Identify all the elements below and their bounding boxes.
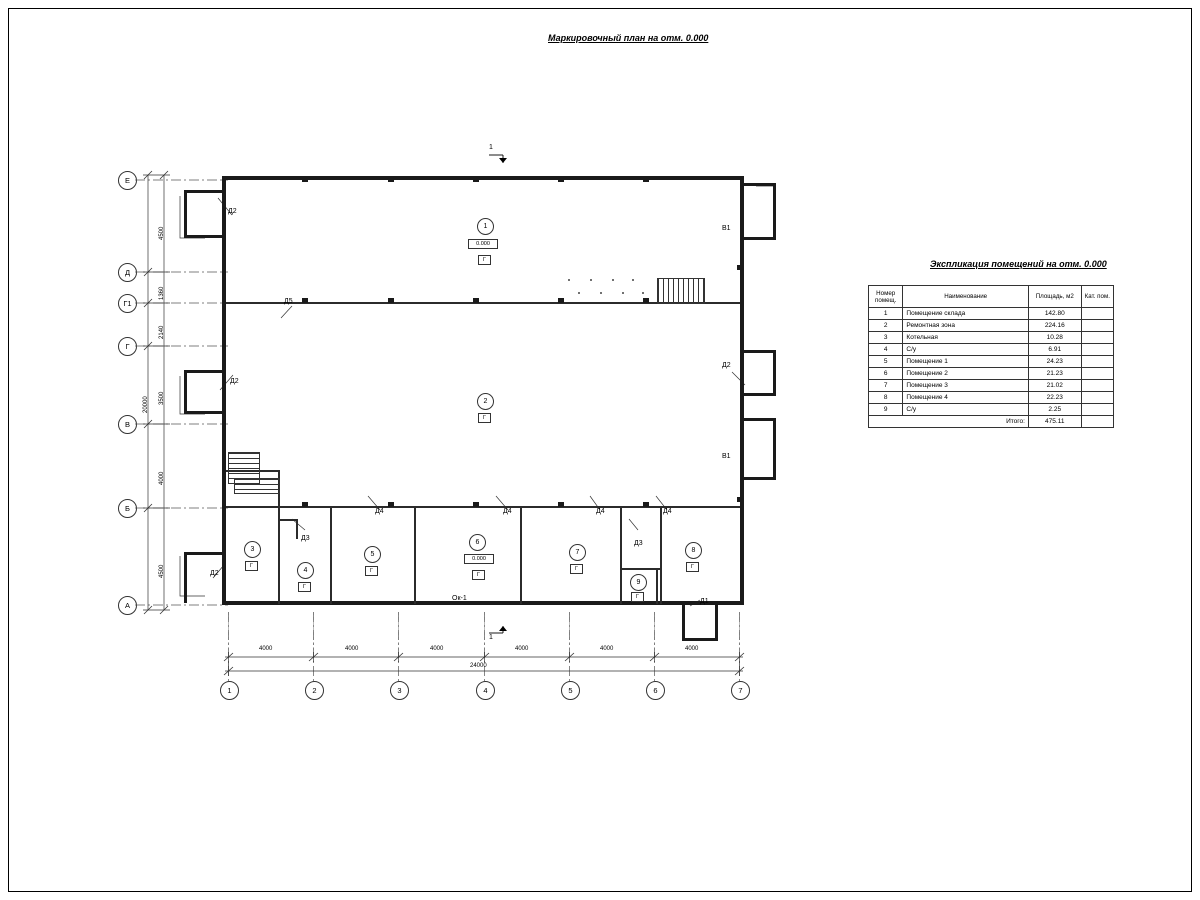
equipment-dot-1 <box>568 279 570 281</box>
dim-v-2: 1360 <box>159 286 165 300</box>
column-top-5 <box>643 177 649 182</box>
table-row[interactable] <box>869 308 1114 320</box>
column-top-1 <box>302 177 308 182</box>
wall-niche-top-left <box>184 190 224 193</box>
wall-niche-right-bottom-b <box>742 477 776 480</box>
dim-h-1: 4000 <box>259 646 273 652</box>
door-label-d3-right: Д3 <box>634 540 643 547</box>
exterior-wall-right <box>740 176 744 605</box>
wall-niche-right-top-v <box>773 183 776 240</box>
equipment-dot-6 <box>600 292 602 294</box>
partition-wc9-right <box>656 568 658 604</box>
column-top-4 <box>558 177 564 182</box>
exterior-wall-left <box>222 176 226 605</box>
explication-table <box>868 285 1114 428</box>
equipment-dot-5 <box>578 292 580 294</box>
wall-niche-top-left-v <box>184 190 187 238</box>
door-label-d2-right: Д2 <box>722 362 731 369</box>
room-marker-6[interactable]: 6 <box>469 534 486 551</box>
room-marker-5[interactable]: 5 <box>364 546 381 563</box>
porch-bottom-right-b <box>682 638 718 641</box>
gate-label-v1-bottom: В1 <box>722 453 731 460</box>
floor-tag-upper: Г <box>478 255 491 265</box>
cell-category <box>1081 392 1113 404</box>
gate-label-v1-top: В1 <box>722 225 731 232</box>
cell-number: 4 <box>869 344 903 356</box>
column-mid-4 <box>558 298 564 303</box>
door-label-d2-top-left: Д2 <box>228 208 237 215</box>
dim-h-6: 4000 <box>685 646 699 652</box>
column-top-3 <box>473 177 479 182</box>
cell-category <box>1081 380 1113 392</box>
cell-category <box>1081 404 1113 416</box>
table-row[interactable] <box>869 404 1114 416</box>
dim-h-3: 4000 <box>430 646 444 652</box>
column-top-2 <box>388 177 394 182</box>
cell-name: С/у <box>903 404 1029 416</box>
wall-niche-mid-left-b <box>184 411 226 414</box>
door-label-d2-mid-left: Д2 <box>230 378 239 385</box>
partition-d3-stub <box>296 519 298 539</box>
cell-name: С/у <box>903 344 1029 356</box>
floor-tag-room8: Г <box>686 562 699 572</box>
cell-area: 6.91 <box>1028 344 1081 356</box>
table-row[interactable] <box>869 368 1114 380</box>
wall-niche-right-top-b <box>742 237 776 240</box>
column-right-mid <box>737 265 743 270</box>
total-category <box>1081 416 1113 428</box>
cell-category <box>1081 308 1113 320</box>
room-marker-8[interactable]: 8 <box>685 542 702 559</box>
equipment-dot-7 <box>622 292 624 294</box>
column-bottom-3 <box>473 502 479 507</box>
axis-bubble-g[interactable]: Г <box>118 337 137 356</box>
partition-room8-left <box>660 506 662 604</box>
partition-room6-right <box>520 506 522 604</box>
col-header-category-text: Кат. пом. <box>1084 293 1110 300</box>
cell-number: 6 <box>869 368 903 380</box>
door-label-d4-4: Д4 <box>663 508 672 515</box>
room-marker-4[interactable]: 4 <box>297 562 314 579</box>
cell-number: 7 <box>869 380 903 392</box>
level-tag-lower: 0.000 <box>464 554 494 564</box>
col-header-number <box>869 286 903 308</box>
wall-niche-mid-left <box>184 370 226 373</box>
cell-area: 22.23 <box>1028 392 1081 404</box>
stair-warehouse <box>657 278 705 304</box>
cell-number: 1 <box>869 308 903 320</box>
col-header-number-text: Номер помещ. <box>875 289 897 304</box>
cell-area: 21.23 <box>1028 368 1081 380</box>
column-mid-3 <box>473 298 479 303</box>
axis-bubble-d[interactable]: Д <box>118 263 137 282</box>
col-header-name-text: Наименование <box>944 293 988 300</box>
door-label-d4-1: Д4 <box>375 508 384 515</box>
axis-bubble-2[interactable]: 2 <box>305 681 324 700</box>
equipment-dot-8 <box>642 292 644 294</box>
cell-number: 9 <box>869 404 903 416</box>
door-label-d3-left: Д3 <box>301 535 310 542</box>
table-row[interactable] <box>869 344 1114 356</box>
cell-area: 24.23 <box>1028 356 1081 368</box>
cell-area: 224.16 <box>1028 320 1081 332</box>
wall-niche-right-top <box>742 183 776 186</box>
cell-name: Помещение 2 <box>903 368 1029 380</box>
cell-area: 2.25 <box>1028 404 1081 416</box>
total-label: Итого: <box>869 416 1029 428</box>
axis-bubble-b[interactable]: Б <box>118 499 137 518</box>
wall-niche-bottom-left <box>184 552 226 555</box>
dim-h-overall: 24000 <box>470 663 487 669</box>
cell-area: 10.28 <box>1028 332 1081 344</box>
partition-wc9-top <box>622 568 660 570</box>
cell-name: Помещение 4 <box>903 392 1029 404</box>
axis-bubble-1[interactable]: 1 <box>220 681 239 700</box>
floor-tag-room5: Г <box>365 566 378 576</box>
wall-niche-mid-left-v <box>184 370 187 414</box>
cell-area: 21.02 <box>1028 380 1081 392</box>
dim-v-5: 4000 <box>159 471 165 485</box>
plan-title-text: Маркировочный план на отм. 0.000 <box>548 33 709 43</box>
room-marker-9[interactable]: 9 <box>630 574 647 591</box>
column-mid-1 <box>302 298 308 303</box>
wall-niche-bottom-left-v <box>184 552 187 603</box>
explication-title-text: Экспликация помещений на отм. 0.000 <box>930 259 1107 269</box>
col-header-area <box>1028 286 1081 308</box>
column-bottom-1 <box>302 502 308 507</box>
dim-v-1: 4500 <box>159 226 165 240</box>
partition-room7-right <box>620 506 622 604</box>
floor-tag-zone2: Г <box>478 413 491 423</box>
column-mid-5 <box>643 298 649 303</box>
table-row[interactable] <box>869 392 1114 404</box>
cell-name: Помещение 3 <box>903 380 1029 392</box>
explication-table-wrapper <box>868 285 1114 428</box>
axis-bubble-4[interactable]: 4 <box>476 681 495 700</box>
floor-tag-room3: Г <box>245 561 258 571</box>
exterior-wall-top <box>222 176 744 180</box>
door-label-d5: Д5 <box>284 298 293 305</box>
table-row[interactable] <box>869 380 1114 392</box>
wall-niche-right-mid-v <box>773 350 776 396</box>
col-header-area-text: Площадь, м2 <box>1035 293 1074 300</box>
col-header-category <box>1081 286 1113 308</box>
cell-category <box>1081 356 1113 368</box>
equipment-dot-2 <box>590 279 592 281</box>
section-mark-bottom-label: 1 <box>489 634 493 641</box>
axis-bubble-5[interactable]: 5 <box>561 681 580 700</box>
column-bottom-5 <box>643 502 649 507</box>
partition-d3-stub-h <box>280 519 298 521</box>
wall-niche-right-mid <box>742 350 776 353</box>
cell-name: Ремонтная зона <box>903 320 1029 332</box>
cell-number: 2 <box>869 320 903 332</box>
wall-niche-right-bottom <box>742 418 776 421</box>
porch-bottom-right <box>682 603 685 641</box>
cell-category <box>1081 344 1113 356</box>
wall-niche-right-bottom-v <box>773 418 776 480</box>
door-label-d4-2: Д4 <box>503 508 512 515</box>
cell-name: Помещение склада <box>903 308 1029 320</box>
axis-bubble-6[interactable]: 6 <box>646 681 665 700</box>
cell-name: Котельная <box>903 332 1029 344</box>
door-label-d1: Д1 <box>700 598 709 605</box>
door-label-d2-bottom-left: Д2 <box>210 570 219 577</box>
wall-niche-right-mid-b <box>742 393 776 396</box>
door-label-d4-3: Д4 <box>596 508 605 515</box>
cell-number: 8 <box>869 392 903 404</box>
partition-room4-right <box>330 506 332 604</box>
axis-bubble-a[interactable]: А <box>118 596 137 615</box>
room-marker-3[interactable]: 3 <box>244 541 261 558</box>
wall-niche-top-left-b <box>184 235 226 238</box>
section-mark-top-label: 1 <box>489 144 493 151</box>
cell-number: 3 <box>869 332 903 344</box>
equipment-dot-3 <box>612 279 614 281</box>
explication-title <box>930 259 1107 269</box>
column-right-low <box>737 497 743 502</box>
dim-v-3: 2140 <box>159 325 165 339</box>
cell-name: Помещение 1 <box>903 356 1029 368</box>
dim-v-overall: 20000 <box>143 396 149 413</box>
partition-room5-right <box>414 506 416 604</box>
table-row[interactable] <box>869 320 1114 332</box>
equipment-dot-4 <box>632 279 634 281</box>
floor-tag-room4: Г <box>298 582 311 592</box>
column-bottom-4 <box>558 502 564 507</box>
room-marker-2[interactable]: 2 <box>477 393 494 410</box>
exterior-wall-bottom <box>222 601 744 605</box>
axis-bubble-7[interactable]: 7 <box>731 681 750 700</box>
cell-category <box>1081 368 1113 380</box>
dim-h-4: 4000 <box>515 646 529 652</box>
col-header-name <box>903 286 1029 308</box>
dim-h-5: 4000 <box>600 646 614 652</box>
table-row[interactable] <box>869 356 1114 368</box>
cell-number: 5 <box>869 356 903 368</box>
table-total-row <box>869 416 1114 428</box>
axis-bubble-v[interactable]: В <box>118 415 137 434</box>
total-value: 475.11 <box>1028 416 1081 428</box>
window-label-ok1: Ок-1 <box>452 595 467 602</box>
dim-v-4: 3500 <box>159 391 165 405</box>
column-bottom-2 <box>388 502 394 507</box>
room-marker-1[interactable]: 1 <box>477 218 494 235</box>
table-row[interactable] <box>869 332 1114 344</box>
stair-entrance-2 <box>234 478 280 494</box>
level-tag-upper: 0.000 <box>468 239 498 249</box>
floor-tag-room9: Г <box>631 592 644 602</box>
dim-v-6: 4500 <box>159 564 165 578</box>
axis-bubble-e[interactable]: Е <box>118 171 137 190</box>
floor-tag-room7: Г <box>570 564 583 574</box>
room-marker-7[interactable]: 7 <box>569 544 586 561</box>
axis-bubble-g1[interactable]: Г1 <box>118 294 137 313</box>
column-mid-2 <box>388 298 394 303</box>
cell-category <box>1081 332 1113 344</box>
cell-category <box>1081 320 1113 332</box>
axis-bubble-3[interactable]: 3 <box>390 681 409 700</box>
dim-h-2: 4000 <box>345 646 359 652</box>
table-header-row <box>869 286 1114 308</box>
porch-bottom-right-r <box>715 603 718 641</box>
floor-tag-room6: Г <box>472 570 485 580</box>
cell-area: 142.80 <box>1028 308 1081 320</box>
